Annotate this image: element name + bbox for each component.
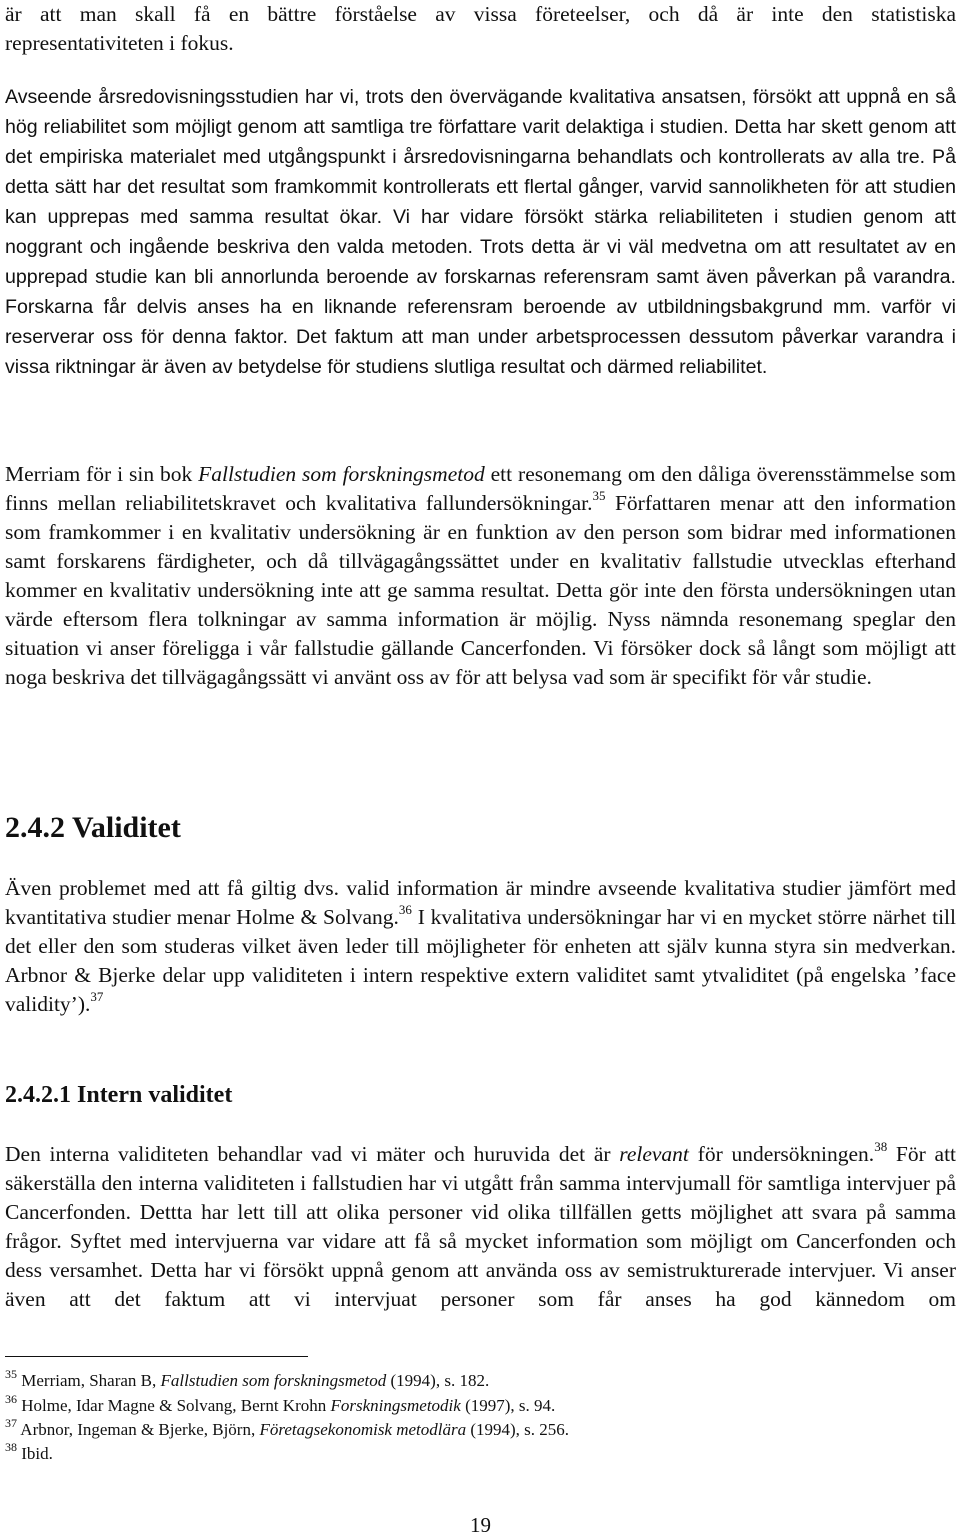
footnote-title: Fallstudien som forskningsmetod [160,1371,387,1390]
footnote-text: Ibid. [17,1444,53,1463]
merriam-book-title: Fallstudien som forskningsmetod [198,462,485,486]
reliability-c: På detta sätt har det resultat som framkommit kontrollerats ett flertal gånger, varvid sannolikheten för att studien kan upprepas med samma resultat ökar. [5,146,956,228]
merriam-f: Vi försöker dock så långt som möjligt att noga beskriva det tillvägagångssätt vi använt oss av för att belysa vad som är specifikt för vår studie. [5,636,956,689]
footnote-ref-37[interactable]: 37 [90,988,104,1004]
reliability-b: Detta har skett genom att det empiriska materialet med utgångspunkt i årsredovisningarna behandlats och kontrollerats av alla tre. [5,116,956,168]
merriam-d: Detta gör inte den första undersökningen utan värde eftersom flera tolkningar av samma information är möjlig. [5,578,957,631]
reliability-d: Vi har vidare försökt stärka reliabiliteten i studien genom att noggrant och ingående beskriva den valda metoden. [5,206,956,258]
intro-line-1: är att man skall få en bättre förståelse av vissa företeelser, och då är inte den statistiska [5,2,956,26]
footnote-number: 37 [5,1416,17,1431]
footnote-title: Företagsekonomisk metodlära [259,1420,467,1439]
footnote-38 [5,1440,53,1465]
validitet-d: Arbnor & Bjerke delar upp validiteten i intern respektive extern validitet samt ytvaliditet (på engelska ’face validity’). [5,963,956,1016]
footnote-ref-35[interactable]: 35 [592,487,606,503]
validitet-a: Även problemet med att få giltig dvs. [5,876,339,900]
intro-line-2: representativiteten i fokus. [5,31,234,55]
footnote-ref-text: (1994), s. 182. [386,1371,490,1390]
paragraph-reliability [5,82,956,382]
footnote-text: Holme, Idar Magne & Solvang, Bernt Krohn [17,1396,331,1415]
reliability-f: Forskarna får delvis anses ha en liknande referensram beroende av utbildningsbakgrund mm. varför vi reserverar oss för denna faktor. [5,296,956,348]
footnote-35 [5,1367,490,1392]
footnote-separator [5,1356,308,1357]
intern-c: För att säkerställa den interna validiteten i fallstudien har vi utgått från samma intervjumall för samtliga intervjuer på Cancerfonden. Dettta har lett till att olika personer vid olika tillfällen getts möjlighet att svara på samma frågor. Syftet med intervjuerna var vidare att få så mycket information som möjligt om Cancerfonden och dess versamhet. Detta har vi försökt uppnå genom att använda oss av semistrukturerade intervjuer. Vi anser även att det faktum att vi intervjuat personer som får anses ha god kännedom om [5,1142,957,1311]
validitet-c: I kvalitativa undersökningar har vi en mycket större närhet till det eller den som studeras vilket även leder till möjligheter för enheten att själv kunna styra sin medverkan. [5,905,956,958]
merriam-b: ett resonemang om den dåliga överensstämmelse som finns mellan reliabilitetskravet och kvalitativa fallundersökningar. [5,462,956,515]
paragraph-merriam [5,460,956,692]
reliability-a: Avseende årsredovisningsstudien har vi, trots den övervägande kvalitativa ansatsen, försökt att uppnå en så hög reliabilitet som möjligt genom att samtliga tre författare varit delaktiga i studien. [5,86,956,138]
reliability-g: Det faktum att man under arbetsprocessen dessutom påverkar varandra i vissa riktningar är även av betydelse för studiens slutliga resultat och därmed reliabilitet. [5,326,957,378]
footnote-ref-36[interactable]: 36 [398,901,412,917]
footnote-ref-38[interactable]: 38 [874,1138,888,1154]
merriam-a: Merriam för i sin bok [5,462,199,486]
intern-b: för undersökningen. [688,1142,875,1166]
footnote-37 [5,1416,570,1441]
merriam-e: Nyss nämnda resonemang speglar den situation vi anser föreligga i vår fallstudie gällande Cancerfonden. [5,607,956,660]
footnote-number: 38 [5,1440,17,1455]
paragraph-validitet [5,874,956,1019]
footnote-36 [5,1392,556,1417]
merriam-c: Författaren menar att den information som framkommer i en kvalitativ undersökning är en funktion av den person som bidrar med informationen samt forskarens färdigheter, och då tillvägagångssättet under en kvalitativ fallstudie utvecklas efterhand kommer en kvalitativ undersökning inte att ge samma resultat. [5,491,956,602]
page-number: 19 [470,1513,491,1537]
heading-validitet: 2.4.2 Validitet [5,811,181,844]
paragraph-intern [5,1140,956,1314]
intern-a: Den interna validiteten behandlar vad vi mäter och huruvida det är [5,1142,620,1166]
footnote-number: 35 [5,1367,17,1382]
intern-relevant: relevant [619,1142,689,1166]
validitet-b: valid information är mindre avseende kvalitativa studier jämfört med kvantitativa studier menar Holme & Solvang. [5,876,956,929]
paragraph-intro [5,0,956,58]
reliability-e: Trots detta är vi väl medvetna om att resultatet av en upprepad studie kan bli annorlunda beroende av forskarnas referensram samt även påverkan på varandra. [5,236,957,288]
footnote-number: 36 [5,1392,17,1407]
footnote-text: Arbnor, Ingeman & Bjerke, Björn, [17,1420,260,1439]
footnote-ref-text: (1994), s. 256. [466,1420,570,1439]
footnote-ref-text: (1997), s. 94. [460,1396,556,1415]
footnote-text: Merriam, Sharan B, [17,1371,161,1390]
footnote-title: Forskningsmetodik [330,1396,461,1415]
heading-intern-validitet: 2.4.2.1 Intern validitet [5,1082,233,1108]
